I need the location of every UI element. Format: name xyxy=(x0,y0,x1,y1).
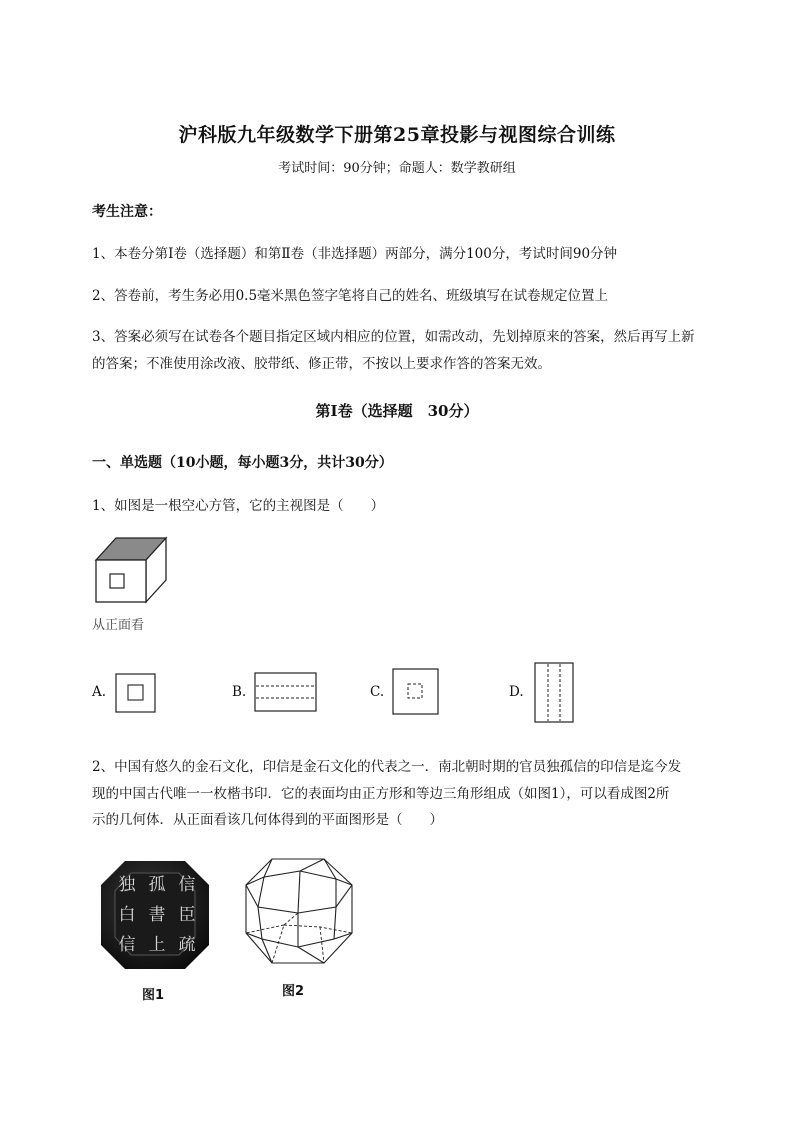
figure-1-caption: 图1 xyxy=(142,988,165,1003)
notice-heading: 考生注意： xyxy=(92,204,162,220)
question-2-line-2: 现的中国古代唯一一枚楷书印．它的表面均由正方形和等边三角形组成（如图1），可以看成图2所 xyxy=(92,786,670,802)
option-b-figure[interactable] xyxy=(254,672,318,714)
notice-item-1: 1、本卷分第I卷（选择题）和第Ⅱ卷（非选择题）两部分，满分100分，考试时间90分钟 xyxy=(92,246,618,262)
figure-caption: 从正面看 xyxy=(92,618,145,633)
notice-item-3: 3、答案必须写在试卷各个题目指定区域内相应的位置，如需改动，先划掉原来的答案，然后再写上新 xyxy=(92,329,695,345)
part1-title: 第I卷（选择题 30分） xyxy=(315,402,479,420)
option-c-figure[interactable] xyxy=(392,668,440,716)
option-a-label[interactable]: A. xyxy=(92,684,107,700)
seal-char: 疏 xyxy=(178,935,196,955)
hollow-tube-figure xyxy=(92,530,172,610)
figure-2-caption: 图2 xyxy=(282,984,305,999)
option-d-label[interactable]: D. xyxy=(509,684,524,700)
section-heading: 一、单选题（10小题，每小题3分，共计30分） xyxy=(92,455,393,471)
exam-info: 考试时间：90分钟；命题人：数学教研组 xyxy=(278,161,516,176)
seal-char: 書 xyxy=(148,905,166,925)
question-2-line-3: 示的几何体．从正面看该几何体得到的平面图形是（ ） xyxy=(92,812,443,828)
option-b-label[interactable]: B. xyxy=(232,684,247,700)
question-1-text: 1、如图是一根空心方管，它的主视图是（ ） xyxy=(92,498,385,514)
option-d-figure[interactable] xyxy=(534,662,576,724)
question-2-line-1: 2、中国有悠久的金石文化，印信是金石文化的代表之一．南北朝时期的官员独孤信的印信是迄今发 xyxy=(92,759,682,775)
seal-char: 信 xyxy=(118,935,136,955)
seal-char: 臣 xyxy=(178,905,196,925)
notice-item-2: 2、答卷前，考生务必用0.5毫米黑色签字笔将自己的姓名、班级填写在试卷规定位置上 xyxy=(92,288,609,304)
option-c-label[interactable]: C. xyxy=(370,684,385,700)
notice-item-3-cont: 的答案；不准使用涂改液、胶带纸、修正带，不按以上要求作答的答案无效。 xyxy=(92,356,551,372)
option-a-figure[interactable] xyxy=(115,673,157,715)
seal-char: 独 xyxy=(118,875,136,895)
seal-char: 信 xyxy=(178,875,196,895)
seal-char: 孤 xyxy=(148,875,166,895)
page-title: 沪科版九年级数学下册第25章投影与视图综合训练 xyxy=(178,124,616,146)
seal-char: 白 xyxy=(118,905,136,925)
seal-characters xyxy=(112,870,202,960)
seal-char: 上 xyxy=(148,935,166,955)
polyhedron-figure xyxy=(240,855,360,973)
